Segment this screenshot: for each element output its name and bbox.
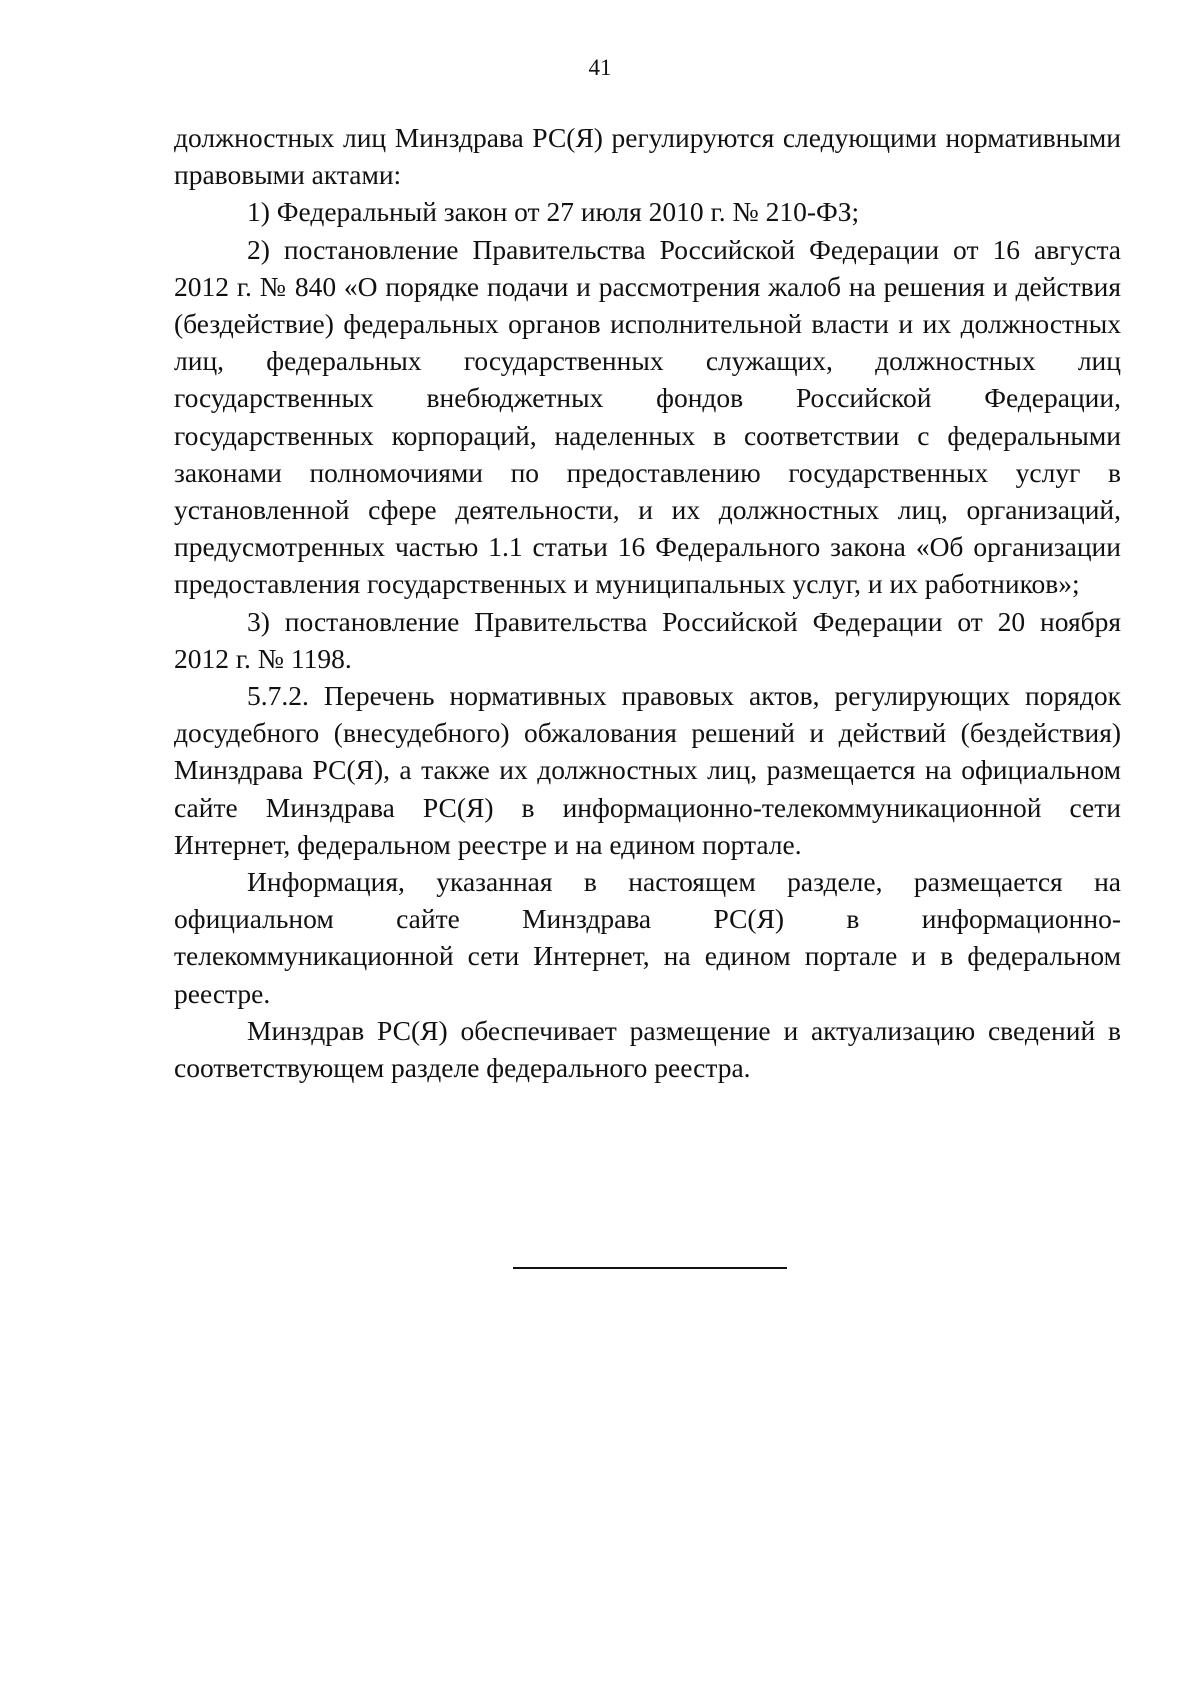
paragraph-minzdrav-registry: Минздрав РС(Я) обеспечивает размещение и актуализацию сведений в соответствующем разделе федерального реестра. — [174, 1014, 1121, 1084]
paragraph-item-2: 2) постановление Правительства Российской Федерации от 16 августа 2012 г. № 840 «О порядке подачи и рассмотрения жалоб на решения и действия (бездействие) федеральных органов исполнительной власти и их должностных лиц, федеральных государственных служащих, должностных лиц государственных внебюджетных фондов Российской Федерации, государственных корпораций, наделенных в соответствии с федеральными законами полномочиями по предоставлению государственных услуг в установленной сфере деятельности, и их должностных лиц, организаций, предусмотренных частью 1.1 статьи 16 Федерального закона «Об организации предоставления государственных и муниципальных услуг, и их работников»; — [174, 233, 1121, 600]
paragraph-item-1: 1) Федеральный закон от 27 июля 2010 г. № 210-ФЗ; — [247, 196, 860, 228]
paragraph-information: Информация, указанная в настоящем разделе, размещается на официальном сайте Минздрава РС(Я) в информационно-телекоммуникационной сети Интернет, на едином портале и в федеральном реестре. — [174, 866, 1121, 1009]
document-body — [174, 119, 1121, 1086]
paragraph-continuation: должностных лиц Минздрава РС(Я) регулируются следующими нормативными правовыми актами: — [174, 122, 1121, 191]
page-number: 41 — [588, 55, 612, 80]
paragraph-item-3: 3) постановление Правительства Российской Федерации от 20 ноября 2012 г. № 1198. — [174, 605, 1121, 674]
paragraph-5-7-2: 5.7.2. Перечень нормативных правовых актов, регулирующих порядок досудебного (внесудебного) обжалования решений и действий (бездействия) Минздрава РС(Я), а также их должностных лиц, размещается на официальном сайте Минздрава РС(Я) в информационно-телекоммуникационной сети Интернет, федеральном реестре и на едином портале. — [174, 680, 1121, 860]
end-separator-line — [513, 1267, 787, 1269]
